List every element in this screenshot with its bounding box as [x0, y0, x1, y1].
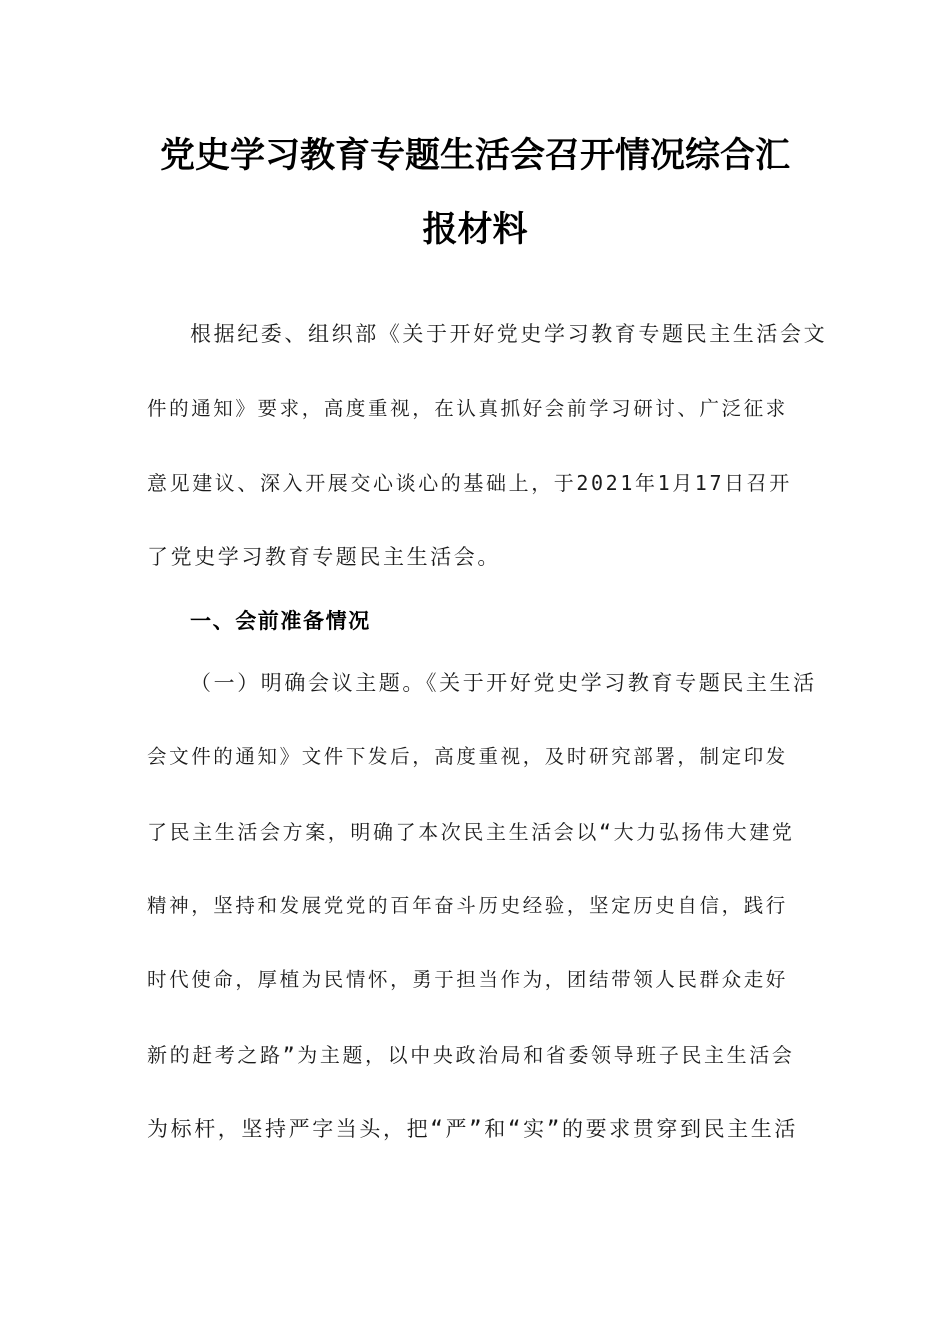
paragraph-2-line-2: 会文件的通知》文件下发后，高度重视，及时研究部署，制定印发: [147, 745, 788, 768]
paragraph-2-line-6: 新的赶考之路”为主题，以中央政治局和省委领导班子民主生活会: [147, 1043, 795, 1067]
paragraph-1-line-2: 件的通知》要求，高度重视，在认真抓好会前学习研讨、广泛征求: [147, 397, 788, 420]
paragraph-2-line-1: （一）明确会议主题。《关于开好党史学习教育专题民主生活: [190, 671, 817, 695]
paragraph-2-line-5: 时代使命，厚植为民情怀，勇于担当作为，团结带领人民群众走好: [147, 968, 788, 991]
paragraph-2-line-4: 精神，坚持和发展党党的百年奋斗历史经验，坚定历史自信，践行: [147, 894, 788, 917]
paragraph-1-line-3: 意见建议、深入开展交心谈心的基础上，于2021年1月17日召开: [147, 471, 792, 495]
paragraph-2-line-3: 了民主生活会方案，明确了本次民主生活会以“大力弘扬伟大建党: [147, 820, 795, 844]
paragraph-1-line-1: 根据纪委、组织部《关于开好党史学习教育专题民主生活会文: [190, 322, 828, 346]
paragraph-1-line-4: 了党史学习教育专题民主生活会。: [147, 545, 501, 569]
paragraph-2-line-7: 为标杆，坚持严字当头，把“严”和“实”的要求贯穿到民主生活: [147, 1117, 798, 1141]
section-heading-1: 一、会前准备情况: [190, 609, 371, 633]
document-title-line-2: 报材料: [422, 209, 528, 250]
document-title-line-1: 党史学习教育专题生活会召开情况综合汇: [159, 135, 790, 176]
